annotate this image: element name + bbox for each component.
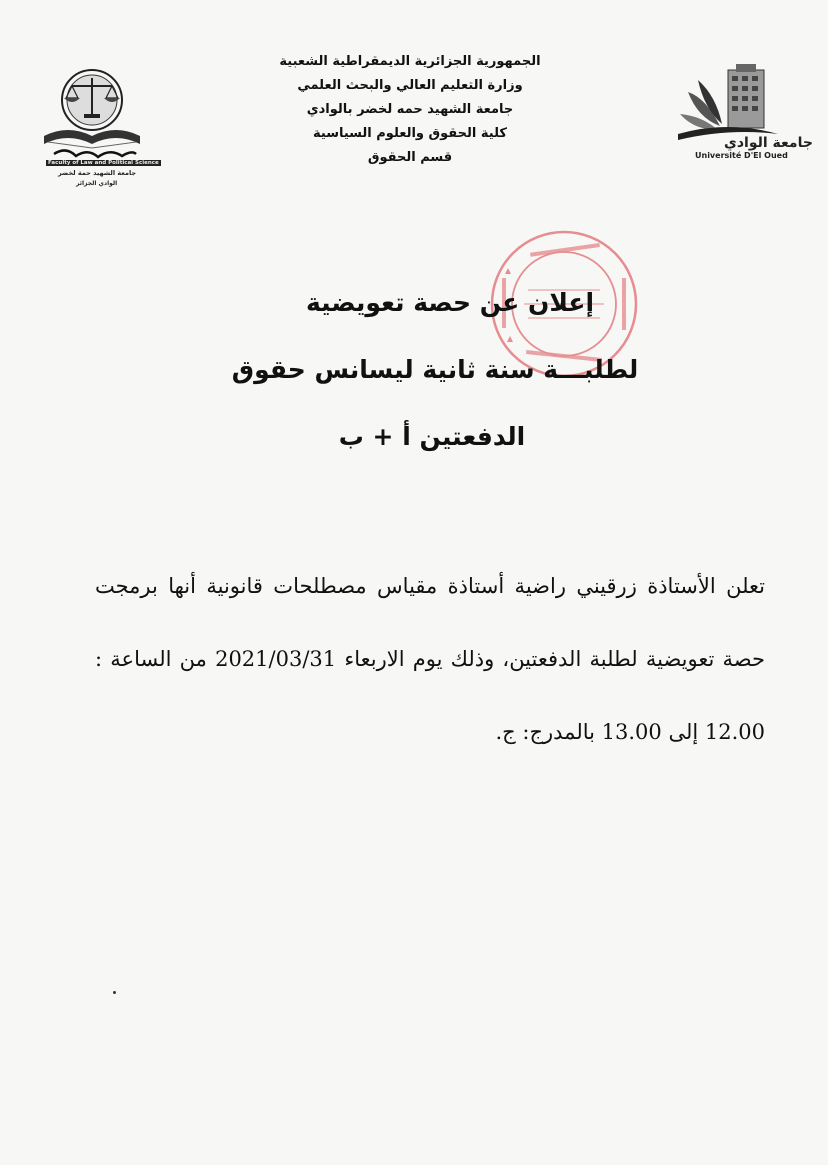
scan-speck [113,991,116,994]
announcement-title: إعلان عن حصة تعويضية [305,288,595,317]
header-department: قسم الحقوق [367,150,453,165]
university-name-fr: Université D'El Oued [695,151,788,160]
groups-title: الدفعتين أ + ب [338,422,526,451]
header-faculty: كلية الحقوق والعلوم السياسية [313,126,507,141]
header-ministry: وزارة التعليم العالي والبحث العلمي [297,78,523,93]
header-republic: الجمهورية الجزائرية الديمقراطية الشعبية [279,54,541,69]
header-university: جامعة الشهيد حمه لخضر بالوادي [306,102,514,117]
faculty-name-en: Faculty of Law and Political Science [48,160,159,166]
university-name-ar: جامعة الوادي [724,135,813,151]
faculty-university-name: جامعة الشهيد حمة لخضر [58,169,137,177]
target-students-title: لطلبـــة سنة ثانية ليسانس حقوق [231,355,639,384]
ministry-header [260,50,560,170]
faculty-location: الوادي الجزائر [76,180,118,187]
announcement-body: تعلن الأستاذة زرقيني راضية أستاذة مقياس مصطلحات قانونية أنها برمجت حصة تعويضية لطلبة الدفعتين، وذلك يوم الاربعاء 2021/03/31 من الساعة : 12.00 إلى 13.00 بالمدرج: ج. [95,574,765,744]
